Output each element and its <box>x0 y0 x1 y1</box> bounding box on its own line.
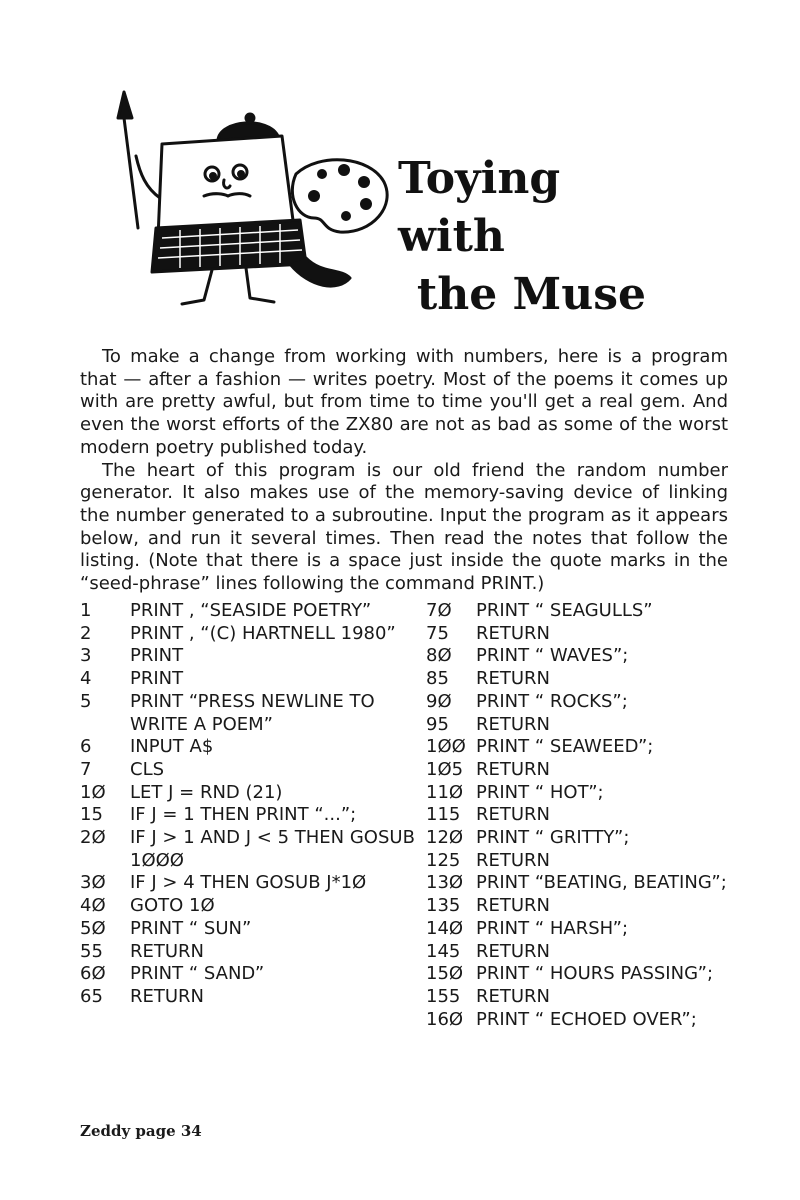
listing-line <box>426 804 766 827</box>
line-code: PRINT <box>130 668 184 690</box>
listing-line <box>80 759 420 782</box>
line-number: 8Ø <box>426 645 452 667</box>
line-number: 95 <box>426 713 449 735</box>
line-code: PRINT “ WAVES”; <box>476 645 629 667</box>
listing-line <box>80 941 420 964</box>
line-number: 135 <box>426 895 461 917</box>
line-number: 1Ø5 <box>426 758 464 780</box>
line-code: PRINT , “SEASIDE POETRY” <box>130 600 372 621</box>
line-code: PRINT “ ECHOED OVER”; <box>476 1008 697 1030</box>
listing-line <box>426 827 766 850</box>
line-number: 155 <box>426 985 461 1007</box>
line-number: 9Ø <box>426 690 452 712</box>
line-code: IF J > 4 THEN GOSUB J*1Ø <box>130 872 367 894</box>
line-code: LET J = RND (21) <box>130 781 283 803</box>
line-code: CLS <box>130 758 165 780</box>
listing-line <box>426 872 766 895</box>
line-code: RETURN <box>476 713 551 735</box>
line-number: 75 <box>426 622 449 644</box>
listing-line <box>80 872 420 895</box>
line-code: RETURN <box>476 668 551 690</box>
line-code: PRINT “ ROCKS”; <box>476 690 628 712</box>
listing-line <box>426 668 766 691</box>
page-footer: Zeddy page 34 <box>80 1122 202 1140</box>
line-code: RETURN <box>130 940 205 962</box>
line-code: RETURN <box>476 849 551 871</box>
title-line-1: Toying with <box>398 153 561 262</box>
line-code: RETURN <box>476 622 551 644</box>
listing-line <box>426 714 766 737</box>
line-code: PRINT “ GRITTY”; <box>476 827 630 849</box>
listing-line <box>80 986 420 1009</box>
line-number: 15 <box>80 804 103 826</box>
line-code: PRINT “ SAND” <box>130 963 265 985</box>
line-number: 5Ø <box>80 917 106 939</box>
listing-line <box>80 963 420 986</box>
line-number: 15Ø <box>426 963 464 985</box>
line-code: PRINT <box>130 645 184 667</box>
listing-line <box>80 827 420 872</box>
listing-line <box>80 668 420 691</box>
line-number: 11Ø <box>426 781 464 803</box>
line-number: 4Ø <box>80 895 106 917</box>
line-code: GOTO 1Ø <box>130 895 215 917</box>
program-listing-left <box>80 600 420 1009</box>
listing-line <box>80 691 420 736</box>
line-number: 2Ø <box>80 827 106 849</box>
line-number: 3 <box>80 645 92 667</box>
line-code: PRINT “ HOT”; <box>476 781 604 803</box>
listing-line <box>426 691 766 714</box>
listing-line <box>426 850 766 873</box>
listing-line <box>80 623 420 646</box>
artist-computer-illustration <box>100 78 400 318</box>
line-code: RETURN <box>476 804 551 826</box>
line-number: 13Ø <box>426 872 464 894</box>
line-number: 65 <box>80 985 103 1007</box>
line-code: RETURN <box>476 985 551 1007</box>
listing-line <box>426 986 766 1009</box>
line-number: 2 <box>80 622 92 644</box>
line-code: PRINT “ SUN” <box>130 917 252 939</box>
listing-line <box>80 782 420 805</box>
listing-line <box>426 782 766 805</box>
line-number: 16Ø <box>426 1008 464 1030</box>
line-number: 6 <box>80 736 92 758</box>
paragraph: To make a change from working with numbers, here is a program that — after a fashion — writes poetry. Most of the poems it comes up with are pretty awful, but from time to time you'll get a real gem. And even the worst efforts of the ZX80 are not as bad as some of the worst modern poetry published today. <box>80 346 728 458</box>
line-code: RETURN <box>130 985 205 1007</box>
line-number: 3Ø <box>80 872 106 894</box>
listing-line <box>426 1009 766 1032</box>
paragraph: The heart of this program is our old friend the random number generator. It also makes use of the memory-saving device of linking the number generated to a subroutine. Input the program as it appears below, and run it several times. Then read the notes that follow the listing. (Note that there is a space just inside the quote marks in the “seed-phrase” lines following the command PRINT.) <box>80 459 728 595</box>
line-code: PRINT “ HOURS PASSING”; <box>476 963 714 985</box>
listing-line <box>426 736 766 759</box>
line-code: RETURN <box>476 758 551 780</box>
line-code: PRINT “ SEAGULLS” <box>476 600 653 621</box>
line-number: 145 <box>426 940 461 962</box>
line-code: PRINT , “(C) HARTNELL 1980” <box>130 622 396 644</box>
line-code: IF J > 1 AND J < 5 THEN GOSUB 1ØØØ <box>130 827 421 871</box>
program-listing-right <box>426 600 766 1031</box>
line-code: PRINT “PRESS NEWLINE TO WRITE A POEM” <box>130 690 381 735</box>
line-number: 7Ø <box>426 600 452 621</box>
line-code: IF J = 1 THEN PRINT “...”; <box>130 804 357 826</box>
line-code: RETURN <box>476 940 551 962</box>
line-code: PRINT “ SEAWEED”; <box>476 736 654 758</box>
line-number: 7 <box>80 758 92 780</box>
listing-line <box>426 963 766 986</box>
line-code: INPUT A$ <box>130 736 214 758</box>
line-number: 14Ø <box>426 917 464 939</box>
line-code: PRINT “BEATING, BEATING”; <box>476 872 727 894</box>
listing-line <box>80 804 420 827</box>
line-number: 12Ø <box>426 827 464 849</box>
line-number: 1 <box>80 600 92 621</box>
listing-line <box>426 623 766 646</box>
listing-line <box>80 736 420 759</box>
listing-line <box>426 645 766 668</box>
line-number: 125 <box>426 849 461 871</box>
intro-text <box>80 346 728 596</box>
listing-line <box>426 895 766 918</box>
line-code: RETURN <box>476 895 551 917</box>
line-number: 1ØØ <box>426 736 466 758</box>
chapter-title <box>390 150 650 324</box>
line-number: 55 <box>80 940 103 962</box>
listing-line <box>80 895 420 918</box>
listing-line <box>80 918 420 941</box>
line-number: 5 <box>80 690 92 712</box>
title-line-2: the Muse <box>416 269 646 320</box>
line-number: 115 <box>426 804 461 826</box>
listing-line <box>426 600 766 623</box>
listing-line <box>426 918 766 941</box>
listing-line <box>80 600 420 623</box>
line-number: 6Ø <box>80 963 106 985</box>
line-number: 1Ø <box>80 781 106 803</box>
listing-line <box>426 759 766 782</box>
listing-line <box>426 941 766 964</box>
listing-line <box>80 645 420 668</box>
line-code: PRINT “ HARSH”; <box>476 917 629 939</box>
line-number: 85 <box>426 668 449 690</box>
line-number: 4 <box>80 668 92 690</box>
